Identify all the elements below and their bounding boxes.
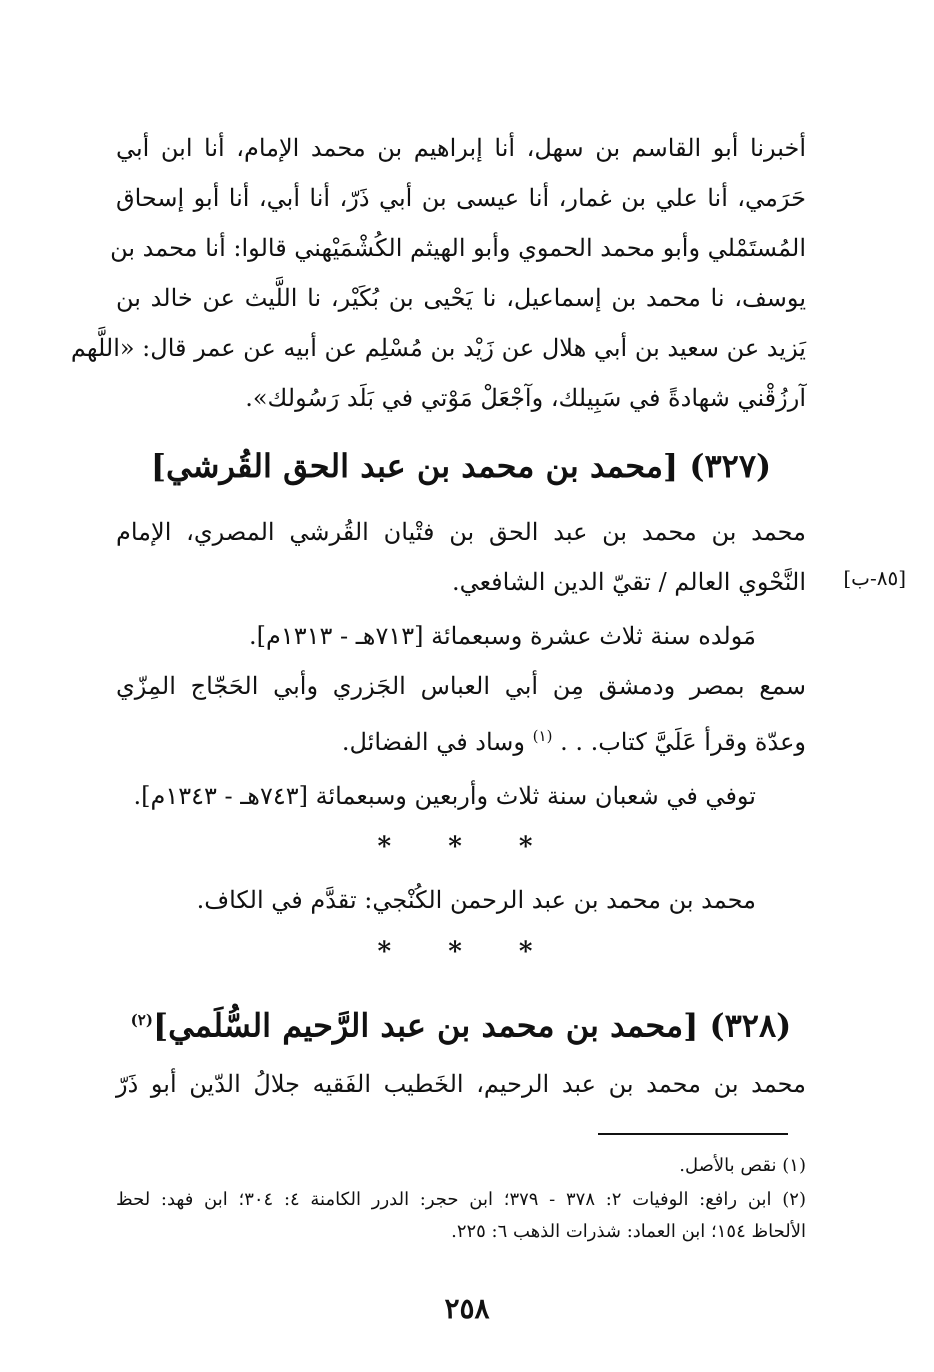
entry-327-study-line: سمع بمصر ودمشق مِن أبي العباس الجَزري وأبي الحَجّاج المِزّي [116,672,806,700]
entry-327-intro-line: النَّحْوي العالم / تقيّ الدين الشافعي. [451,568,806,596]
study-text: وعدّة وقرأ عَلَيَّ كتاب. . . [560,728,806,756]
footnote: (٢) ابن رافع: الوفيات ٢: ٣٧٨ - ٣٧٩؛ ابن حجر: الدرر الكامنة ٤: ٣٠٤؛ ابن فهد: لحظ [116,1189,806,1210]
paragraph-line: حَرَمي، أنا علي بن غمار، أنا عيسى بن أبي ذَرّ، أنا أبي، أنا أبو إسحاق [116,184,806,212]
paragraph-line: أخبرنا أبو القاسم بن سهل، أنا إبراهيم بن محمد الإمام، أنا ابن أبي [116,134,806,162]
paragraph-line: يَزيد عن سعيد بن أبي هلال عن زَيْد بن مُسْلِم عن أبيه عن عمر قال: «اللَّهم [70,334,806,362]
entry-heading-328 [116,996,806,1050]
footnote-divider [598,1133,788,1135]
page-number: ٢٥٨ [444,1292,490,1325]
paragraph-line: يوسف، نا محمد بن إسماعيل، نا يَحْيى بن بُكَيْر، نا اللَّيث عن خالد بن [116,284,806,312]
entry-327-birth: مَولده سنة ثلاث عشرة وسبعمائة [٧١٣هـ - ١٣١٣م]. [248,622,756,650]
footnote-mark: (١) [532,727,553,745]
crossref-line: محمد بن محمد بن عبد الرحمن الكُنْجي: تقدَّم في الكاف. [196,886,756,914]
margin-folio-note: [٨٥-ب] [843,566,906,590]
entry-327-death: توفي في شعبان سنة ثلاث وأربعين وسبعمائة [٧٤٣هـ - ١٣٤٣م]. [133,782,756,810]
entry-327-intro-line: محمد بن محمد بن عبد الحق بن فتْيان القُرشي المصري، الإمام [116,518,806,546]
entry-327-study-line-2 [116,716,806,762]
separator-stars: * * * [377,832,557,862]
footnote-mark: (٢) [130,1011,153,1029]
footnote: الألحاظ ١٥٤؛ ابن العماد: شذرات الذهب ٦: ٢٢٥. [451,1221,806,1242]
paragraph-line: آرزُقْني شهادةً في سَبِيلك، وآجْعَلْ مَوْتي في بَلَد رَسُولك». [245,384,806,412]
study-tail: وساد في الفضائل. [341,728,525,756]
paragraph-line: المُستَمْلي وأبو محمد الحموي وأبو الهيثم الكُشْمَيْهني قالوا: أنا محمد بن [110,234,806,262]
footnote: (١) نقص بالأصل. [679,1155,806,1176]
heading-328-text: (٣٢٨) [محمد بن محمد بن عبد الرَّحيم السُّلَمي] [152,1006,792,1045]
entry-heading-327: (٣٢٧) [محمد بن محمد بن عبد الحق القُرشي] [150,447,772,485]
entry-328-line: محمد بن محمد بن عبد الرحيم، الخَطيب الفَقيه جلالُ الدّين أبو ذَرّ [116,1070,806,1098]
separator-stars: * * * [377,937,557,967]
